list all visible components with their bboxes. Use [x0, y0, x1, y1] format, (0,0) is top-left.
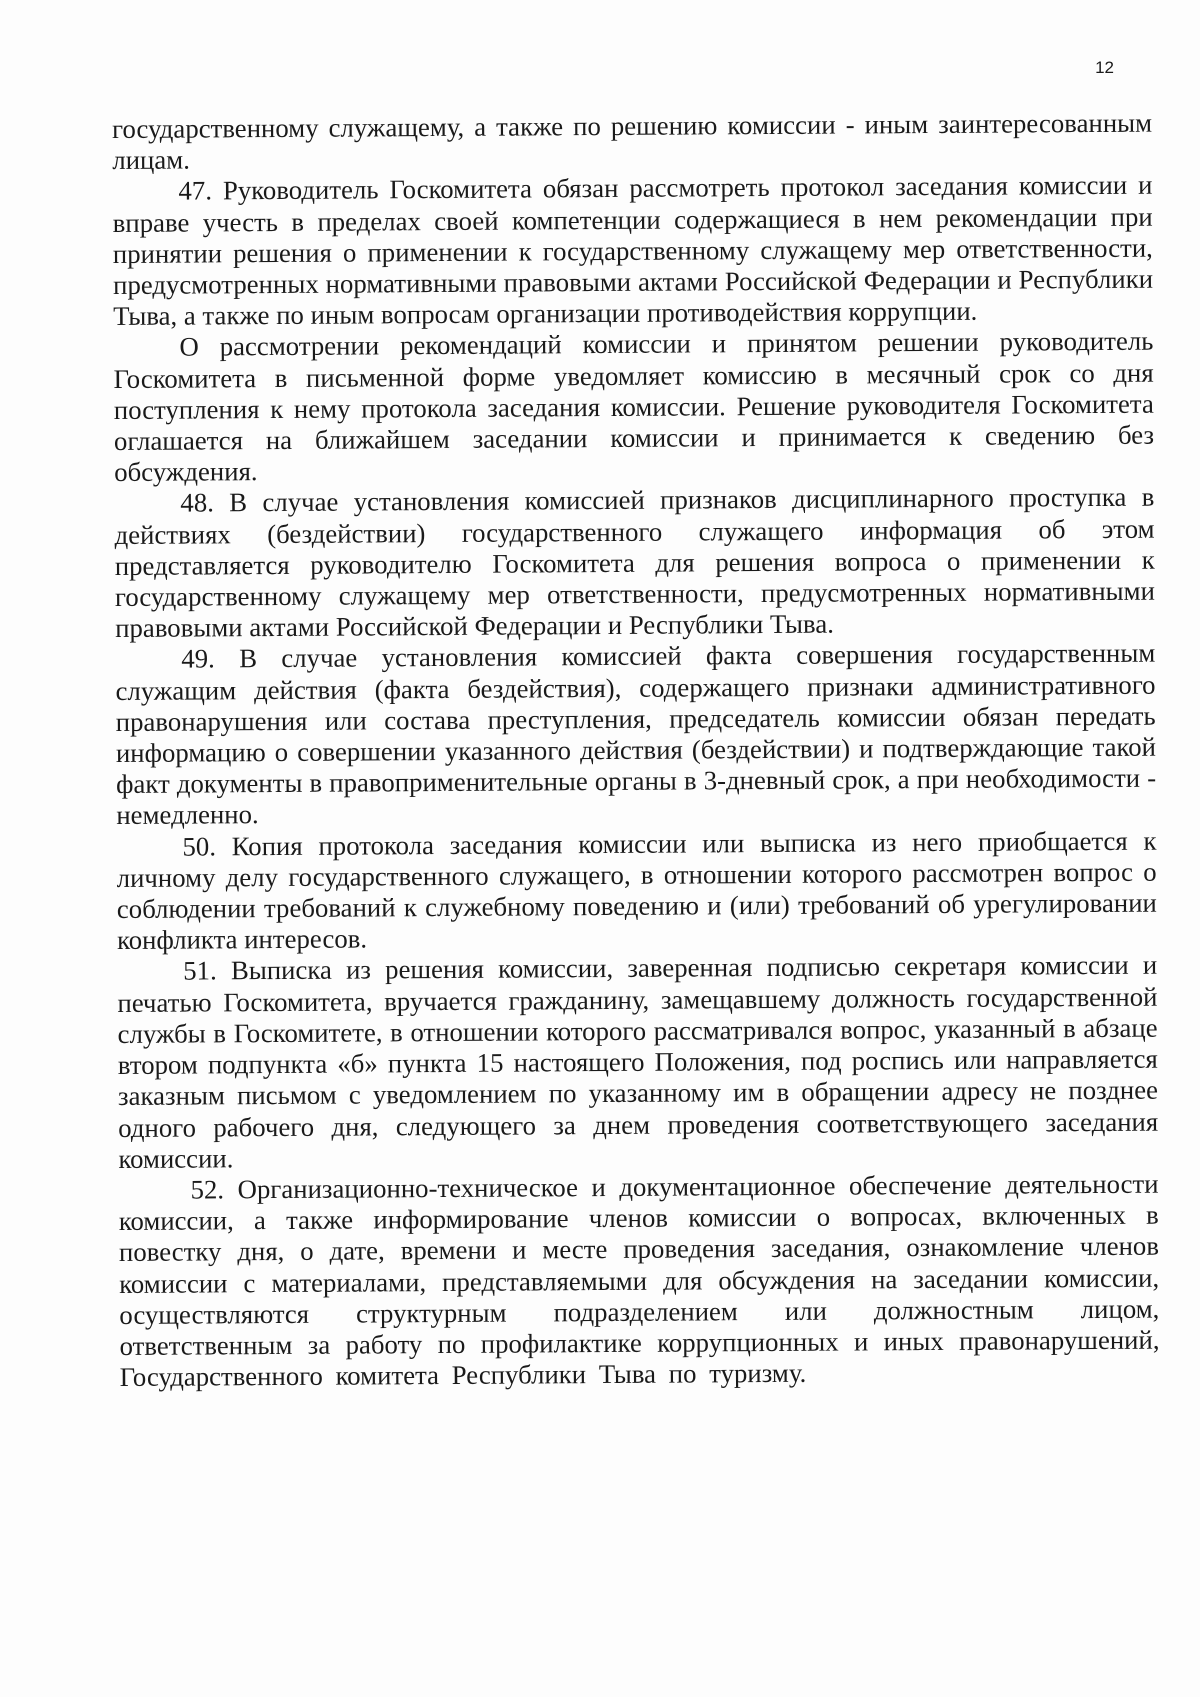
- paragraph-48: 48. В случае установления комиссией признаков дисциплинарного проступка в действиях (бездействии) государственного служащего информация об этом представляется руководителю Госкомитета для решения вопроса о применении к государственному служащему мер ответственности, предусмотренных нормативными правовыми актами Российской Федерации и Республики Тыва.: [114, 482, 1156, 644]
- document-body: [112, 108, 1160, 1394]
- paragraph-47: 47. Руководитель Госкомитета обязан рассмотреть протокол заседания комиссии и вправе учесть в пределах своей компетенции содержащиеся в нем рекомендации при принятии решения о применении к государственному служащему мер ответственности, предусмотренных нормативными правовыми актами Российской Федерации и Республики Тыва, а также по иным вопросам организации противодействия коррупции.: [112, 170, 1154, 332]
- paragraph-52: 52. Организационно-техническое и документационное обеспечение деятельности комиссии, а также информирование членов комиссии о вопросах, включенных в повестку дня, о дате, времени и месте проведения заседания, ознакомление членов комиссии с материалами, представляемыми для обсуждения на заседании комиссии, осуществляются структурным подразделением или должностным лицом, ответственным за работу по профилактике коррупционных и иных правонарушений, Государственного комитета Республики Тыва по туризму.: [118, 1168, 1160, 1393]
- page-number: 12: [1095, 58, 1114, 77]
- paragraph-continuation: государственному служащему, а также по решению комиссии - иным заинтересованным лицам.: [112, 107, 1153, 176]
- paragraph-49: 49. В случае установления комиссией факта совершения государственным служащим действия (факта бездействия), содержащего признаки административного правонарушения или состава преступления, председатель комиссии обязан передать информацию о совершении указанного действия (бездействии) и подтверждающие такой факт документы в правоприменительные органы в 3-дневный срок, а при необходимости - немедленно.: [115, 638, 1157, 831]
- paragraph-47-second: О рассмотрении рекомендаций комиссии и принятом решении руководитель Госкомитета в письменной форме уведомляет комиссию в месячный срок со дня поступления к нему протокола заседания комиссии. Решение руководителя Госкомитета оглашается на ближайшем заседании комиссии и принимается к сведению без обсуждения.: [113, 326, 1155, 488]
- paragraph-51: 51. Выписка из решения комиссии, заверенная подписью секретаря комиссии и печатью Госкомитета, вручается гражданину, замещавшему должность государственной службы в Госкомитете, в отношении которого рассматривался вопрос, указанный в абзаце втором подпункта «б» пункта 15 настоящего Положения, под роспись или направляется заказным письмом с уведомлением по указанному им в обращении адресу не позднее одного рабочего дня, следующего за днем проведения соответствующего заседания комиссии.: [117, 950, 1159, 1174]
- paragraph-50: 50. Копия протокола заседания комиссии или выписка из него приобщается к личному делу государственного служащего, в отношении которого рассмотрен вопрос о соблюдении требований к служебному поведению и (или) требований об урегулировании конфликта интересов.: [116, 825, 1157, 956]
